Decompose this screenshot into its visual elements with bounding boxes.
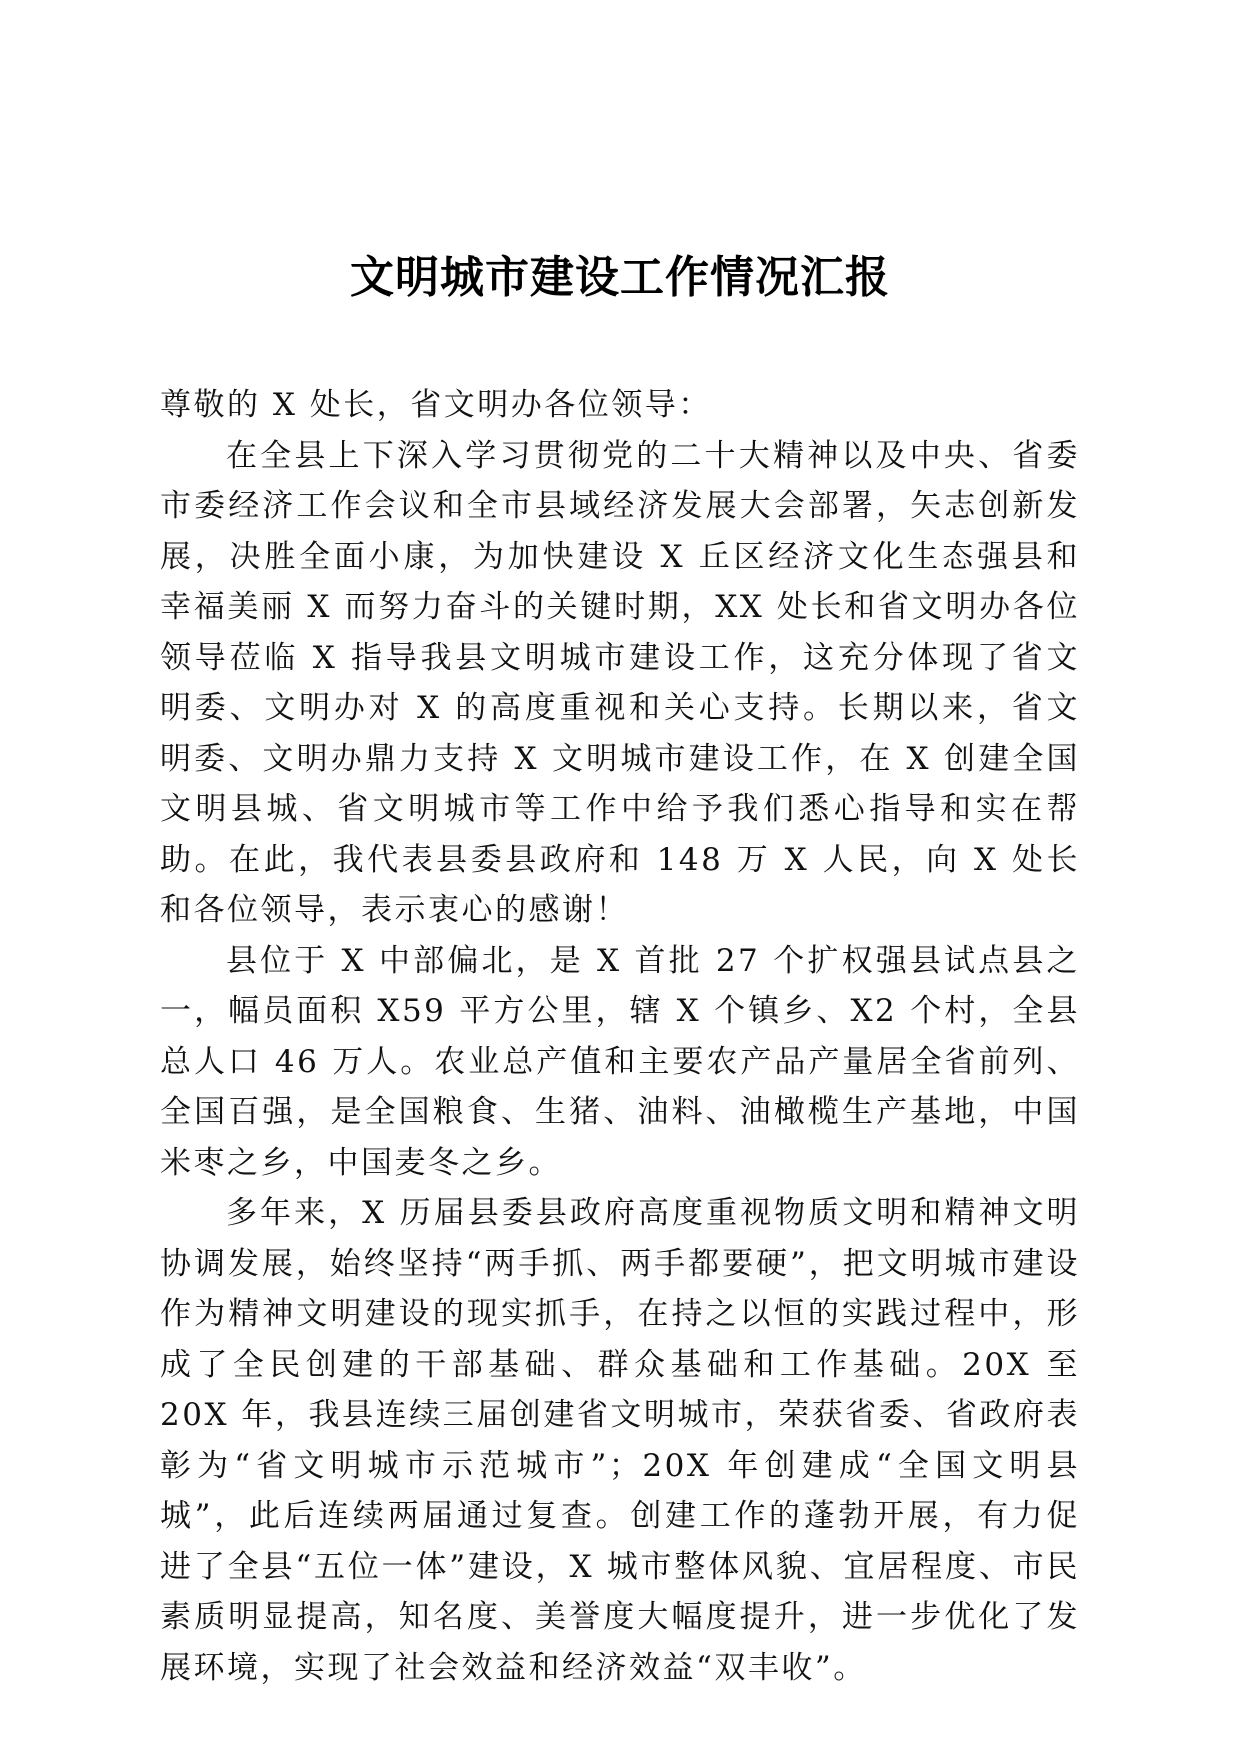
- paragraph-county-overview: 县位于 X 中部偏北，是 X 首批 27 个扩权强县试点县之一，幅员面积 X59 平方公里，辖 X 个镇乡、X2 个村，全县总人口 46 万人。农业总产值和主要农产品产量居全省前列、全国百强，是全国粮食、生猪、油料、油橄榄生产基地，中国米枣之乡，中国麦冬之乡。: [160, 942, 1080, 1181]
- paragraph-civilization-achievements: 多年来，X 历届县委县政府高度重视物质文明和精神文明协调发展，始终坚持“两手抓、两手都要硬”，把文明城市建设作为精神文明建设的现实抓手，在持之以恒的实践过程中，形成了全民创建的干部基础、群众基础和工作基础。20X 至 20X 年，我县连续三届创建省文明城市，荣获省委、省政府表彰为“省文明城市示范城市”；20X 年创建成“全国文明县城”，此后连续两届通过复查。创建工作的蓬勃开展，有力促进了全县“五位一体”建设，X 城市整体风貌、宜居程度、市民素质明显提高，知名度、美誉度大幅度提升，进一步优化了发展环境，实现了社会效益和经济效益“双丰收”。: [160, 1195, 1080, 1686]
- document-body: [160, 380, 1080, 1693]
- salutation: 尊敬的 X 处长，省文明办各位领导：: [160, 387, 712, 423]
- paragraph-gratitude: 在全县上下深入学习贯彻党的二十大精神以及中央、省委市委经济工作会议和全市县域经济发展大会部署，矢志创新发展，决胜全面小康，为加快建设 X 丘区经济文化生态强县和幸福美丽 X 而努力奋斗的关键时期，XX 处长和省文明办各位领导莅临 X 指导我县文明城市建设工作，这充分体现了省文明委、文明办对 X 的高度重视和关心支持。长期以来，省文明委、文明办鼎力支持 X 文明城市建设工作，在 X 创建全国文明县城、省文明城市等工作中给予我们悉心指导和实在帮助。在此，我代表县委县政府和 148 万 X 人民，向 X 处长和各位领导，表示衷心的感谢！: [160, 437, 1080, 928]
- document-title: 文明城市建设工作情况汇报: [350, 252, 890, 303]
